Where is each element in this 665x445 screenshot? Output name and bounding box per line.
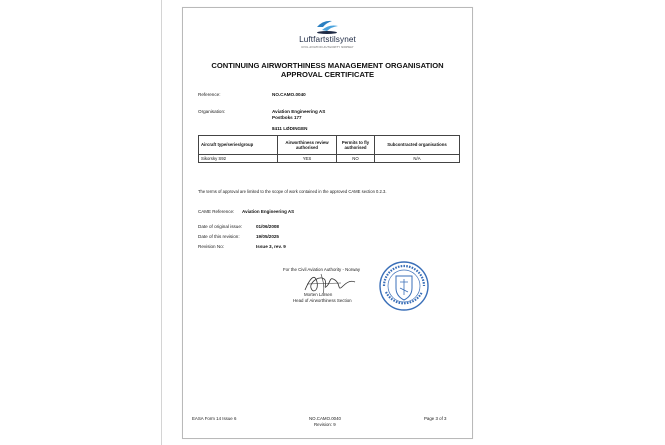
- certificate-title-line1: CONTINUING AIRWORTHINESS MANAGEMENT ORGANISATION: [211, 61, 444, 70]
- official-stamp-icon: [378, 260, 430, 312]
- terms-text: The terms of approval are limited to the scope of work contained in the approved CAME section 0.2.3.: [198, 189, 387, 194]
- organisation-label: Organisation:: [198, 109, 226, 114]
- luftfartstilsynet-logo-icon: [314, 18, 340, 35]
- footer-page-number: Page 3 of 3: [424, 416, 447, 421]
- original-issue-label: Date of original issue:: [198, 224, 243, 229]
- organisation-name: Aviation Engineering AS: [272, 109, 326, 114]
- signature-authority-line: For the Civil Aviation Authority - Norway: [283, 267, 361, 272]
- column-header: Aircraft type/series/group: [199, 136, 278, 155]
- came-reference-label: CAME Reference:: [198, 209, 235, 214]
- revision-date-value: 19/05/2025: [256, 234, 279, 239]
- viewer-divider: [161, 0, 162, 445]
- column-header: Permits to fly authorised: [337, 136, 375, 155]
- brand-name: Luftfartstilsynet: [299, 35, 356, 44]
- revision-date-label: Date of this revision:: [198, 234, 240, 239]
- table-cell: NO: [337, 155, 375, 163]
- table-cell: YES: [278, 155, 337, 163]
- column-header: Airworthiness review authorised: [278, 136, 337, 155]
- column-header: Subcontracted organisations: [375, 136, 460, 155]
- certificate-title-line2: APPROVAL CERTIFICATE: [280, 70, 375, 79]
- footer-revision: Revision: 9: [314, 422, 336, 427]
- footer-form: EASA Form 14 Issue 6: [192, 416, 237, 421]
- table-cell: Sikorsky S92: [199, 155, 278, 163]
- signatory-name: Morten Larsen: [304, 292, 333, 297]
- footer-reference: NO.CAMO.0040: [309, 416, 341, 421]
- table-header-row: [199, 136, 460, 155]
- brand-tagline: CIVIL AVIATION AUTHORITY NORWAY: [301, 46, 354, 49]
- revision-no-value: Issue 3, rev. 9: [256, 244, 286, 249]
- table-cell: N/A: [375, 155, 460, 163]
- original-issue-value: 01/06/2008: [256, 224, 279, 229]
- certificate-page: [182, 7, 473, 439]
- organisation-address1: Postboks 177: [272, 115, 302, 120]
- signatory-role: Head of Airworthiness Section: [293, 298, 352, 303]
- reference-label: Reference:: [198, 92, 221, 97]
- reference-value: NO.CAMO.0040: [272, 92, 306, 97]
- came-reference-value: Aviation Engineering AS: [242, 209, 295, 214]
- organisation-address2: 8411 LØDINGEN: [272, 126, 308, 131]
- revision-no-label: Revision No:: [198, 244, 225, 249]
- approval-table: [198, 135, 460, 163]
- table-row: [199, 155, 460, 163]
